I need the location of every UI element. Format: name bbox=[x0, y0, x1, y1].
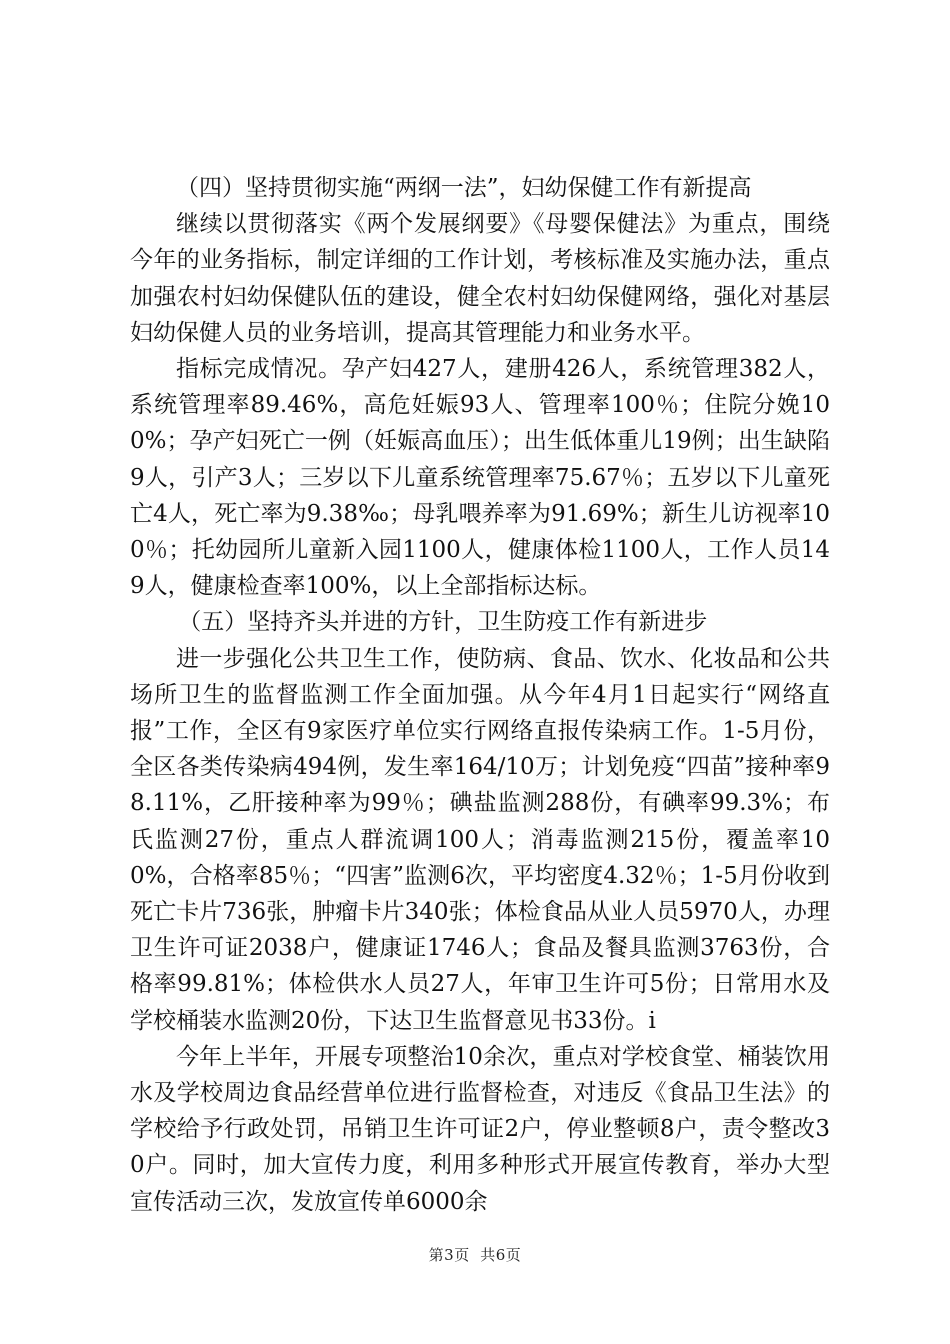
section-heading-four: （四）坚持贯彻实施“两纲一法”，妇幼保健工作有新提高 bbox=[176, 175, 752, 201]
page-footer bbox=[0, 1244, 950, 1265]
page-total: 共6页 bbox=[480, 1246, 522, 1264]
paragraph-special-rectification: 今年上半年，开展专项整治10余次，重点对学校食堂、桶装饮用水及学校周边食品经营单位进行监督检查，对违反《食品卫生法》的学校给予行政处罚，吊销卫生许可证2户，停业整顿8户，责令整改30户。同时，加大宣传力度，利用多种形式开展宣传教育，举办大型宣传活动三次，发放宣传单6000余 bbox=[130, 1043, 830, 1215]
document-body bbox=[130, 170, 830, 1220]
section-heading-five: （五）坚持齐头并进的方针，卫生防疫工作有新进步 bbox=[178, 609, 708, 636]
paragraph-maternal-child-health: 继续以贯彻落实《两个发展纲要》《母婴保健法》为重点，围绕今年的业务指标，制定详细的工作计划，考核标准及实施办法，重点加强农村妇幼保健队伍的建设，健全农村妇幼保健网络，强化对基层妇幼保健人员的业务培训，提高其管理能力和业务水平。 bbox=[130, 211, 830, 346]
paragraph-indicator-completion: 指标完成情况。孕产妇427人，建册426人，系统管理382人，系统管理率89.46%，高危妊娠93人、管理率100％；住院分娩100%；孕产妇死亡一例（妊娠高血压）；出生低体重儿19例；出生缺陷9人，引产3人；三岁以下儿童系统管理率75.67％；五岁以下儿童死亡4人，死亡率为9.38‰；母乳喂养率为91.69%；新生儿访视率100％；托幼园所儿童新入园1100人，健康体检1100人，工作人员149人，健康检查率100%，以上全部指标达标。 bbox=[130, 356, 830, 600]
paragraph-public-health: 进一步强化公共卫生工作，使防病、食品、饮水、化妆品和公共场所卫生的监督监测工作全面加强。从今年4月1日起实行“网络直报”工作，全区有9家医疗单位实行网络直报传染病工作。1-5月份，全区各类传染病494例，发生率164/10万；计划免疫“四苗”接种率98.11%，乙肝接种率为99％；碘盐监测288份，有碘率99.3%；布氏监测27份，重点人群流调100人；消毒监测215份，覆盖率100%，合格率85％；“四害”监测6次，平均密度4.32％；1-5月份收到死亡卡片736张，肿瘤卡片340张；体检食品从业人员5970人，办理卫生许可证2038户，健康证1746人；食品及餐具监测3763份，合格率99.81%；体检供水人员27人，年审卫生许可5份；日常用水及学校桶装水监测20份，下达卫生监督意见书33份。i bbox=[130, 645, 830, 1034]
page-number: 第3页 bbox=[428, 1246, 470, 1264]
